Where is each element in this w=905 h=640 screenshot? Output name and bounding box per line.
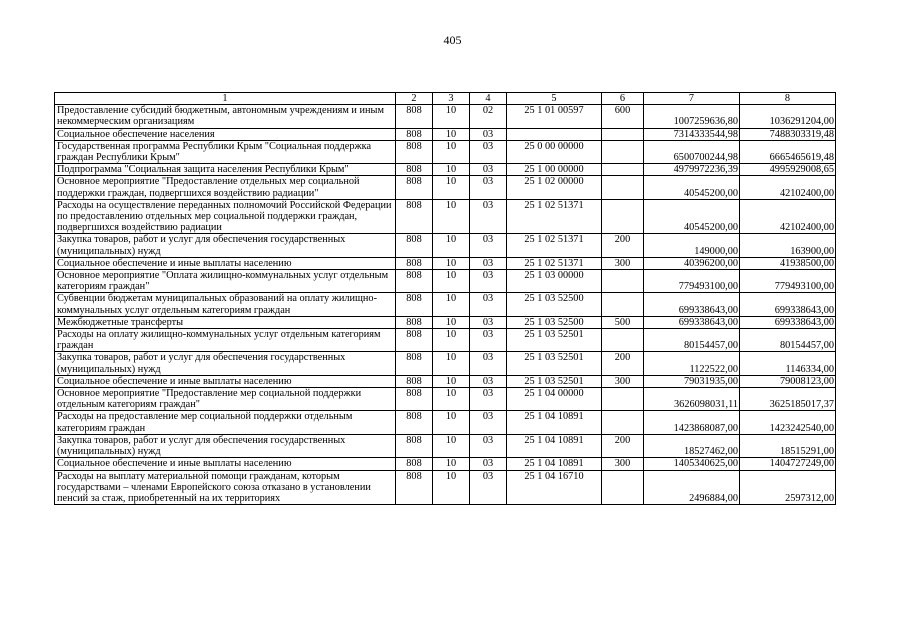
row-name-cell: Основное мероприятие "Предоставление мер социальной поддержки отдельным категориям граждан" <box>55 388 396 411</box>
table-body <box>55 93 836 505</box>
table-row <box>55 176 836 199</box>
target-article-cell: 25 1 03 52500 <box>507 316 602 328</box>
row-name-cell: Социальное обеспечение и иные выплаты населению <box>55 458 396 470</box>
admin-code-cell: 808 <box>396 176 433 199</box>
target-article-cell: 25 1 02 51371 <box>507 234 602 257</box>
target-article-cell: 25 1 03 52501 <box>507 375 602 387</box>
row-name-cell: Межбюджетные трансферты <box>55 316 396 328</box>
row-name-cell: Основное мероприятие "Предоставление отдельных мер социальной поддержки граждан, подвергшихся воздействию радиации" <box>55 176 396 199</box>
expense-type-cell <box>602 176 644 199</box>
admin-code-cell: 808 <box>396 199 433 234</box>
target-article-cell: 25 1 03 00000 <box>507 270 602 293</box>
column-header-4: 4 <box>470 93 507 105</box>
expense-type-cell <box>602 329 644 352</box>
section-code-cell: 10 <box>433 458 470 470</box>
amount-year-2-cell: 699338643,00 <box>740 316 836 328</box>
admin-code-cell: 808 <box>396 411 433 434</box>
expense-type-cell <box>602 199 644 234</box>
table-row <box>55 458 836 470</box>
expense-type-cell: 200 <box>602 352 644 375</box>
target-article-cell: 25 1 02 51371 <box>507 257 602 269</box>
subsection-code-cell: 03 <box>470 270 507 293</box>
target-article-cell: 25 1 04 00000 <box>507 388 602 411</box>
amount-year-1-cell: 40545200,00 <box>644 199 740 234</box>
expense-type-cell <box>602 270 644 293</box>
expense-type-cell: 300 <box>602 375 644 387</box>
expense-type-cell: 300 <box>602 257 644 269</box>
subsection-code-cell: 03 <box>470 470 507 505</box>
amount-year-1-cell: 779493100,00 <box>644 270 740 293</box>
admin-code-cell: 808 <box>396 316 433 328</box>
table-row <box>55 352 836 375</box>
row-name-cell: Расходы на оплату жилищно-коммунальных услуг отдельным категориям граждан <box>55 329 396 352</box>
table-row <box>55 411 836 434</box>
column-header-7: 7 <box>644 93 740 105</box>
expense-type-cell: 300 <box>602 458 644 470</box>
table-row <box>55 293 836 316</box>
row-name-cell: Субвенции бюджетам муниципальных образований на оплату жилищно-коммунальных услуг отдельным категориям граждан <box>55 293 396 316</box>
amount-year-2-cell: 18515291,00 <box>740 434 836 457</box>
admin-code-cell: 808 <box>396 270 433 293</box>
column-header-1: 1 <box>55 93 396 105</box>
table-row <box>55 105 836 128</box>
subsection-code-cell: 02 <box>470 105 507 128</box>
admin-code-cell: 808 <box>396 293 433 316</box>
expense-type-cell: 600 <box>602 105 644 128</box>
admin-code-cell: 808 <box>396 470 433 505</box>
admin-code-cell: 808 <box>396 164 433 176</box>
subsection-code-cell: 03 <box>470 140 507 163</box>
section-code-cell: 10 <box>433 128 470 140</box>
admin-code-cell: 808 <box>396 375 433 387</box>
amount-year-2-cell: 1146334,00 <box>740 352 836 375</box>
subsection-code-cell: 03 <box>470 458 507 470</box>
expense-type-cell <box>602 140 644 163</box>
amount-year-1-cell: 699338643,00 <box>644 316 740 328</box>
subsection-code-cell: 03 <box>470 411 507 434</box>
section-code-cell: 10 <box>433 316 470 328</box>
table-row <box>55 270 836 293</box>
amount-year-1-cell: 79031935,00 <box>644 375 740 387</box>
table-row <box>55 199 836 234</box>
target-article-cell: 25 1 03 52500 <box>507 293 602 316</box>
admin-code-cell: 808 <box>396 105 433 128</box>
table-row <box>55 257 836 269</box>
subsection-code-cell: 03 <box>470 257 507 269</box>
expense-type-cell <box>602 411 644 434</box>
amount-year-1-cell: 2496884,00 <box>644 470 740 505</box>
amount-year-2-cell: 42102400,00 <box>740 176 836 199</box>
target-article-cell: 25 1 04 10891 <box>507 458 602 470</box>
section-code-cell: 10 <box>433 293 470 316</box>
section-code-cell: 10 <box>433 375 470 387</box>
amount-year-1-cell: 18527462,00 <box>644 434 740 457</box>
amount-year-2-cell: 1404727249,00 <box>740 458 836 470</box>
amount-year-2-cell: 699338643,00 <box>740 293 836 316</box>
target-article-cell: 25 1 01 00597 <box>507 105 602 128</box>
target-article-cell: 25 1 00 00000 <box>507 164 602 176</box>
admin-code-cell: 808 <box>396 352 433 375</box>
admin-code-cell: 808 <box>396 128 433 140</box>
amount-year-2-cell: 42102400,00 <box>740 199 836 234</box>
row-name-cell: Расходы на предоставление мер социальной поддержки отдельным категориям граждан <box>55 411 396 434</box>
row-name-cell: Социальное обеспечение и иные выплаты населению <box>55 375 396 387</box>
subsection-code-cell: 03 <box>470 199 507 234</box>
admin-code-cell: 808 <box>396 458 433 470</box>
section-code-cell: 10 <box>433 329 470 352</box>
admin-code-cell: 808 <box>396 257 433 269</box>
column-header-2: 2 <box>396 93 433 105</box>
row-name-cell: Социальное обеспечение и иные выплаты населению <box>55 257 396 269</box>
amount-year-2-cell: 6665465619,48 <box>740 140 836 163</box>
section-code-cell: 10 <box>433 164 470 176</box>
amount-year-2-cell: 2597312,00 <box>740 470 836 505</box>
admin-code-cell: 808 <box>396 329 433 352</box>
expense-type-cell <box>602 470 644 505</box>
admin-code-cell: 808 <box>396 140 433 163</box>
section-code-cell: 10 <box>433 388 470 411</box>
subsection-code-cell: 03 <box>470 388 507 411</box>
section-code-cell: 10 <box>433 234 470 257</box>
table-row <box>55 470 836 505</box>
column-header-5: 5 <box>507 93 602 105</box>
amount-year-2-cell: 7488303319,48 <box>740 128 836 140</box>
admin-code-cell: 808 <box>396 234 433 257</box>
target-article-cell: 25 1 03 52501 <box>507 352 602 375</box>
subsection-code-cell: 03 <box>470 164 507 176</box>
subsection-code-cell: 03 <box>470 234 507 257</box>
section-code-cell: 10 <box>433 140 470 163</box>
row-name-cell: Расходы на выплату материальной помощи гражданам, которым государствами – членами Европейского союза отказано в установлении пенсий за стаж, приобретенный на их территориях <box>55 470 396 505</box>
subsection-code-cell: 03 <box>470 128 507 140</box>
amount-year-1-cell: 1405340625,00 <box>644 458 740 470</box>
section-code-cell: 10 <box>433 470 470 505</box>
amount-year-1-cell: 3626098031,11 <box>644 388 740 411</box>
table-row <box>55 316 836 328</box>
expense-type-cell: 500 <box>602 316 644 328</box>
target-article-cell: 25 1 02 00000 <box>507 176 602 199</box>
expense-type-cell <box>602 388 644 411</box>
target-article-cell: 25 1 04 16710 <box>507 470 602 505</box>
amount-year-1-cell: 7314333544,98 <box>644 128 740 140</box>
expense-type-cell: 200 <box>602 434 644 457</box>
row-name-cell: Закупка товаров, работ и услуг для обеспечения государственных (муниципальных) нужд <box>55 234 396 257</box>
row-name-cell: Предоставление субсидий бюджетным, автономным учреждениям и иным некоммерческим организациям <box>55 105 396 128</box>
section-code-cell: 10 <box>433 270 470 293</box>
subsection-code-cell: 03 <box>470 375 507 387</box>
table-row <box>55 234 836 257</box>
table-row <box>55 375 836 387</box>
expense-type-cell <box>602 128 644 140</box>
amount-year-1-cell: 699338643,00 <box>644 293 740 316</box>
table-row <box>55 388 836 411</box>
section-code-cell: 10 <box>433 105 470 128</box>
admin-code-cell: 808 <box>396 388 433 411</box>
amount-year-2-cell: 80154457,00 <box>740 329 836 352</box>
subsection-code-cell: 03 <box>470 352 507 375</box>
row-name-cell: Подпрограмма "Социальная защита населения Республики Крым" <box>55 164 396 176</box>
budget-table <box>54 92 836 505</box>
amount-year-2-cell: 1423242540,00 <box>740 411 836 434</box>
amount-year-2-cell: 41938500,00 <box>740 257 836 269</box>
row-name-cell: Закупка товаров, работ и услуг для обеспечения государственных (муниципальных) нужд <box>55 434 396 457</box>
amount-year-1-cell: 40545200,00 <box>644 176 740 199</box>
subsection-code-cell: 03 <box>470 316 507 328</box>
target-article-cell: 25 1 02 51371 <box>507 199 602 234</box>
amount-year-1-cell: 1122522,00 <box>644 352 740 375</box>
amount-year-2-cell: 79008123,00 <box>740 375 836 387</box>
page-number: 405 <box>443 33 462 47</box>
expense-type-cell: 200 <box>602 234 644 257</box>
expense-type-cell <box>602 164 644 176</box>
row-name-cell: Закупка товаров, работ и услуг для обеспечения государственных (муниципальных) нужд <box>55 352 396 375</box>
table-row <box>55 434 836 457</box>
section-code-cell: 10 <box>433 434 470 457</box>
amount-year-1-cell: 40396200,00 <box>644 257 740 269</box>
column-header-8: 8 <box>740 93 836 105</box>
subsection-code-cell: 03 <box>470 329 507 352</box>
subsection-code-cell: 03 <box>470 176 507 199</box>
amount-year-1-cell: 4979972236,39 <box>644 164 740 176</box>
amount-year-1-cell: 1423868087,00 <box>644 411 740 434</box>
column-header-6: 6 <box>602 93 644 105</box>
section-code-cell: 10 <box>433 352 470 375</box>
amount-year-2-cell: 3625185017,37 <box>740 388 836 411</box>
amount-year-1-cell: 80154457,00 <box>644 329 740 352</box>
amount-year-1-cell: 1007259636,80 <box>644 105 740 128</box>
target-article-cell: 25 1 04 10891 <box>507 411 602 434</box>
amount-year-1-cell: 6500700244,98 <box>644 140 740 163</box>
row-name-cell: Расходы на осуществление переданных полномочий Российской Федерации по предоставлению отдельных мер социальной поддержки граждан, подвергшихся воздействию радиации <box>55 199 396 234</box>
amount-year-2-cell: 779493100,00 <box>740 270 836 293</box>
admin-code-cell: 808 <box>396 434 433 457</box>
target-article-cell: 25 1 03 52501 <box>507 329 602 352</box>
column-header-3: 3 <box>433 93 470 105</box>
table-row <box>55 140 836 163</box>
subsection-code-cell: 03 <box>470 434 507 457</box>
amount-year-1-cell: 149000,00 <box>644 234 740 257</box>
target-article-cell: 25 0 00 00000 <box>507 140 602 163</box>
table-row <box>55 128 836 140</box>
expense-type-cell <box>602 293 644 316</box>
amount-year-2-cell: 4995929008,65 <box>740 164 836 176</box>
row-name-cell: Основное мероприятие "Оплата жилищно-коммунальных услуг отдельным категориям граждан" <box>55 270 396 293</box>
table-row <box>55 164 836 176</box>
section-code-cell: 10 <box>433 411 470 434</box>
target-article-cell <box>507 128 602 140</box>
row-name-cell: Государственная программа Республики Крым "Социальная поддержка граждан Республики Крым" <box>55 140 396 163</box>
subsection-code-cell: 03 <box>470 293 507 316</box>
table-header-row <box>55 93 836 105</box>
amount-year-2-cell: 163900,00 <box>740 234 836 257</box>
section-code-cell: 10 <box>433 176 470 199</box>
row-name-cell: Социальное обеспечение населения <box>55 128 396 140</box>
amount-year-2-cell: 1036291204,00 <box>740 105 836 128</box>
section-code-cell: 10 <box>433 199 470 234</box>
section-code-cell: 10 <box>433 257 470 269</box>
table-row <box>55 329 836 352</box>
target-article-cell: 25 1 04 10891 <box>507 434 602 457</box>
